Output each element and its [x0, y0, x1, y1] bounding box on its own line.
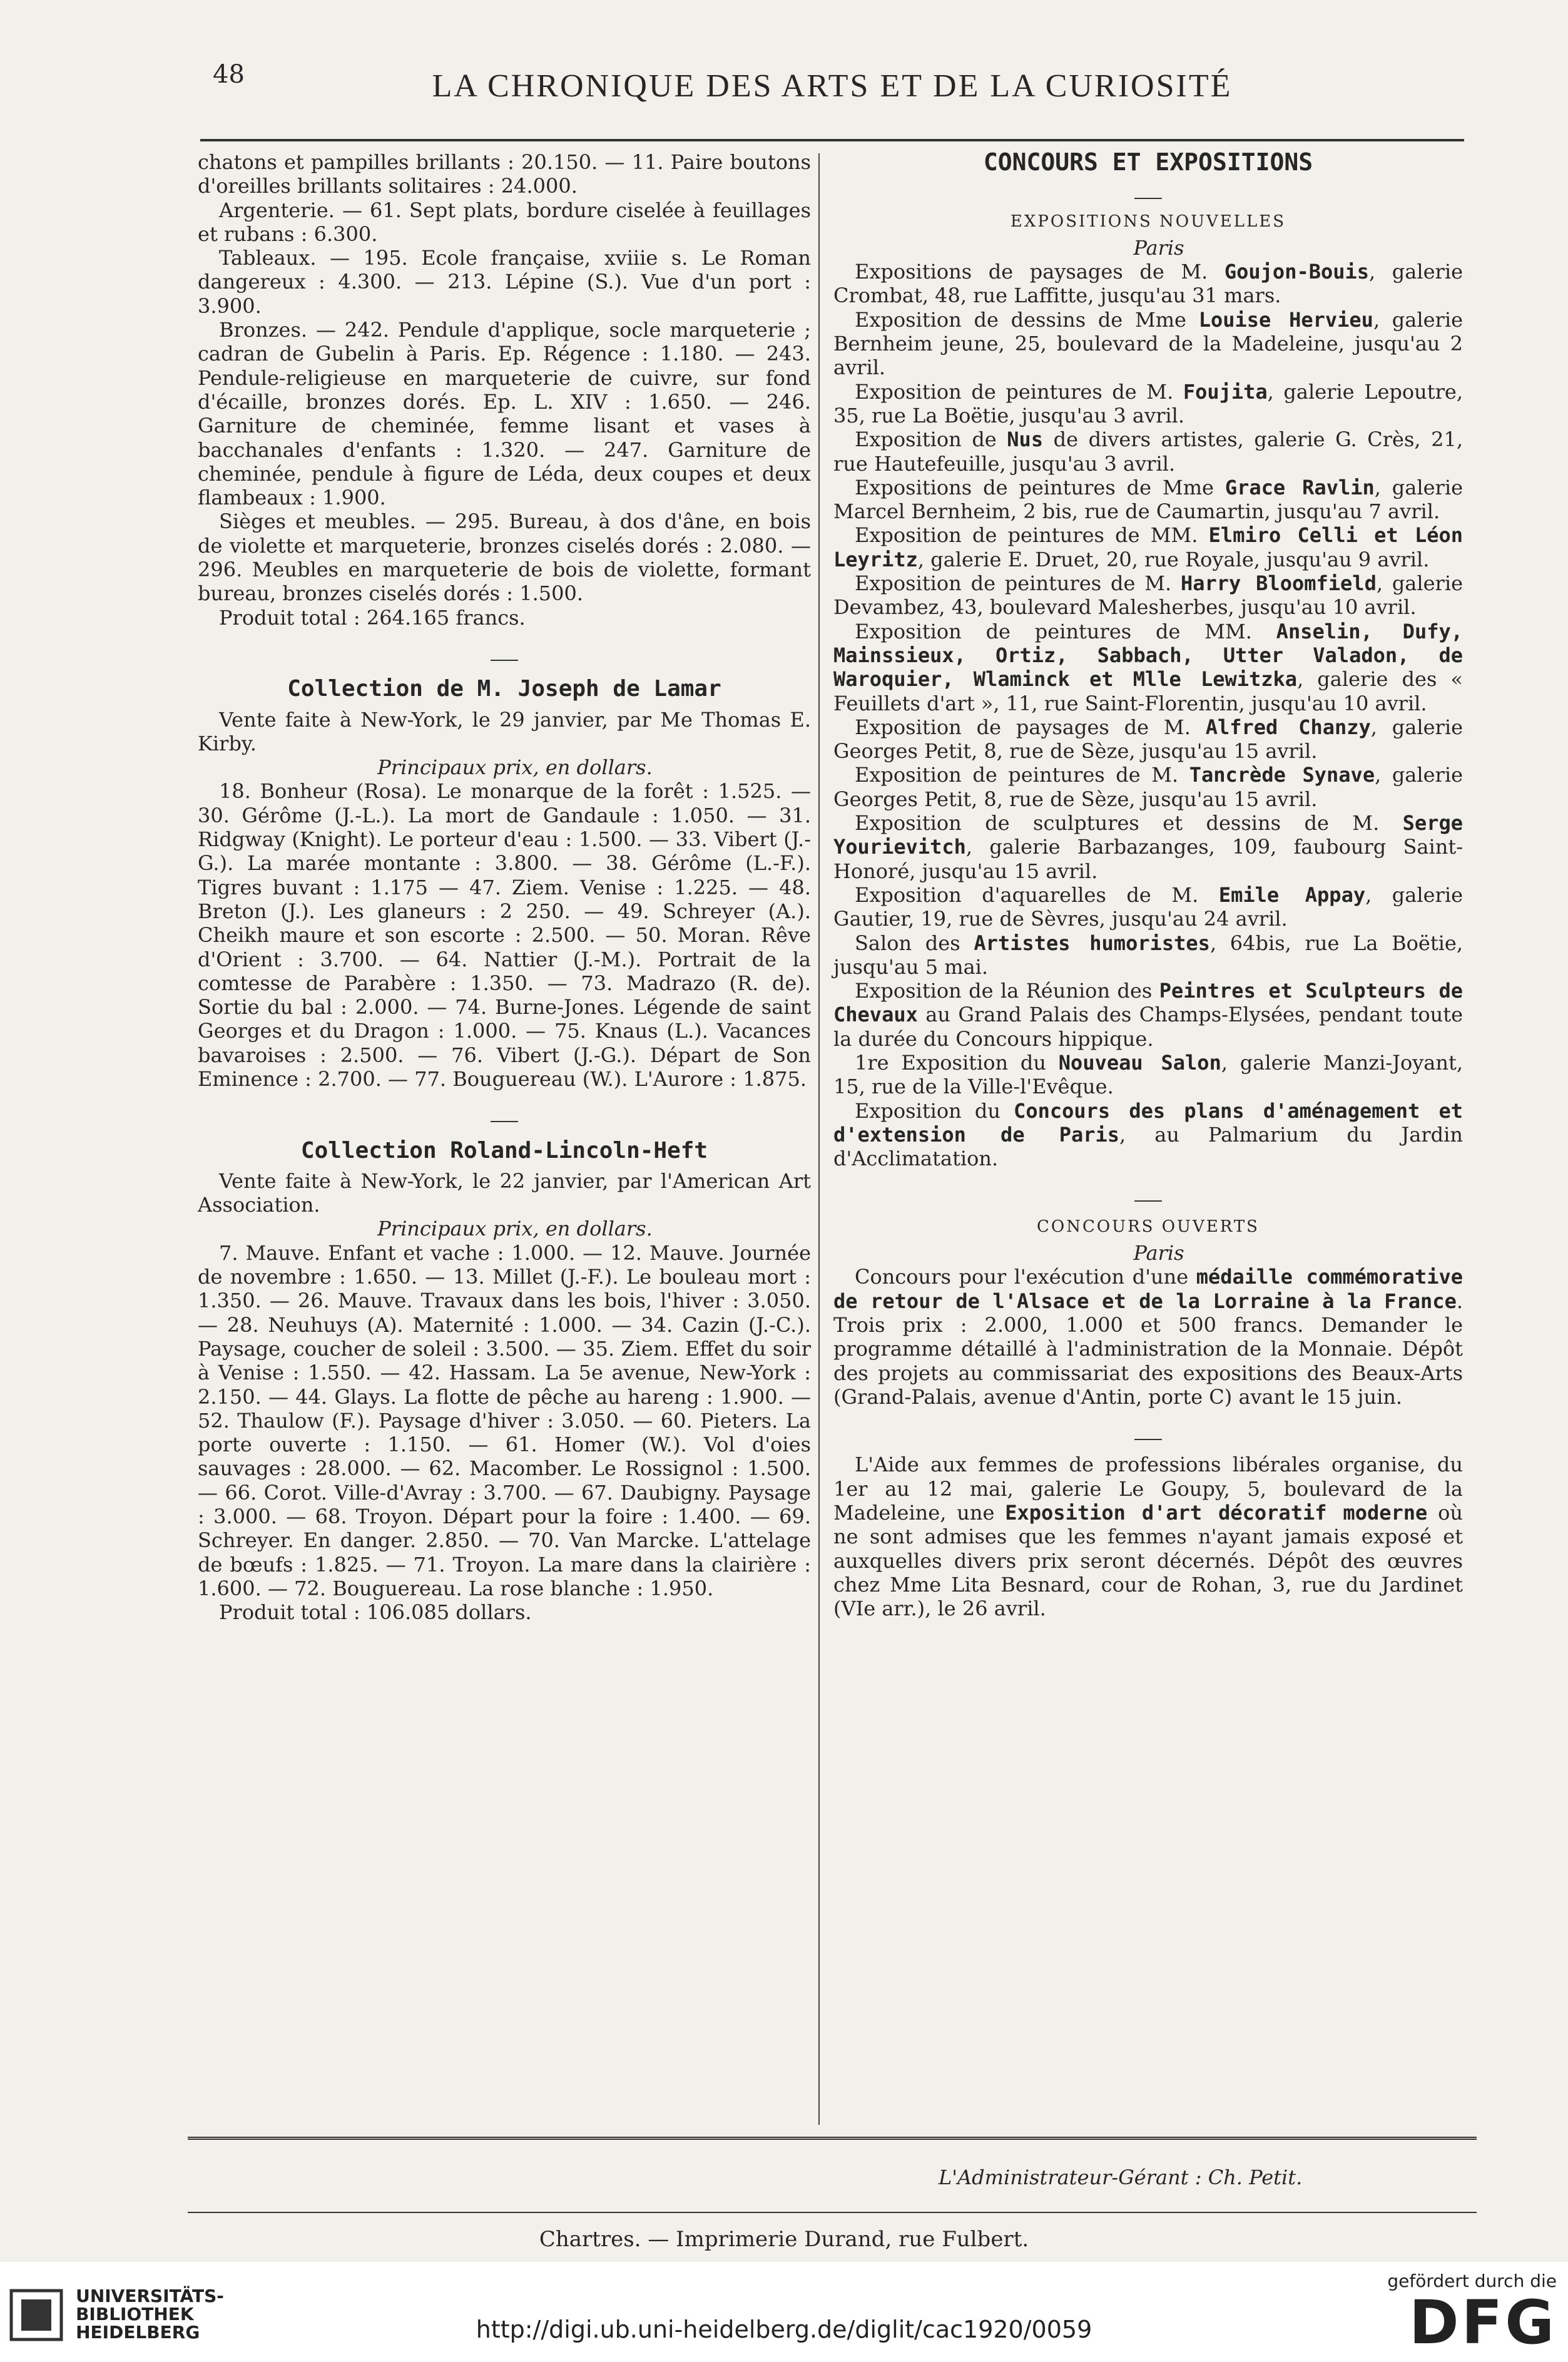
exhibitor-name: Louise Hervieu [1198, 307, 1373, 332]
exhibition-entry: Expositions de paysages de M. Goujon-Bouis, galerie Crombat, 48, rue Laffitte, jusqu'au 31 mars. [833, 260, 1463, 308]
exhibition-entry: 1re Exposition du Nouveau Salon, galerie Manzi-Joyant, 15, rue de la Ville-l'Evêque. [833, 1050, 1464, 1099]
exhibitor-name: Goujon-Bouis [1224, 260, 1370, 284]
imprint-rule [188, 2212, 1477, 2213]
subsection-heading: EXPOSITIONS NOUVELLES [1010, 212, 1286, 231]
exhibition-entry: Exposition de Nus de divers artistes, galerie G. Crès, 21, rue Hautefeuille, jusqu'au 3 avril. [833, 427, 1464, 476]
dfg-wordmark: DFG [1408, 2288, 1557, 2358]
sale-subheading: Principaux prix, en dollars. [377, 755, 653, 780]
exhibitor-name: Artistes humoristes [974, 931, 1210, 955]
library-name: UNIVERSITÄTS- BIBLIOTHEK HEIDELBERG [76, 2286, 224, 2343]
exhibition-entry: Exposition de peintures de MM. Anselin, Dufy, Mainssieux, Ortiz, Sabbach, Utter Valadon, de Waroquier, Wlaminck et Mlle Lewitzka, galerie des « Feuillets d'art », 11, rue Saint-Florentin, jusqu'au 10 avril. [833, 619, 1464, 715]
separator-dash [833, 180, 1463, 204]
dfg-logo [1387, 2271, 1557, 2358]
running-header [200, 30, 1464, 111]
exhibition-entry: Salon des Artistes humoristes, 64bis, rue La Boëtie, jusqu'au 5 mai. [833, 931, 1464, 979]
exhibition-entry: Exposition de la Réunion des Peintres et Sculpteurs de Chevaux au Grand Palais des Champs-Elysées, pendant toute la durée du Concours hippique. [833, 979, 1464, 1051]
exhibition-entry: Exposition de peintures de MM. Elmiro Celli et Léon Leyritz, galerie E. Druet, 20, rue Royale, jusqu'au 9 avril. [833, 523, 1464, 571]
digitization-footer [0, 2262, 1568, 2362]
exhibition-entry: Exposition du Concours des plans d'aménagement et d'extension de Paris, au Palmarium du Jardin d'Acclimatation. [833, 1098, 1463, 1171]
exhibition-entry: Exposition de peintures de M. Tancrède Synave, galerie Georges Petit, 8, rue de Sèze, jusqu'au 15 avril. [833, 763, 1464, 811]
exhibition-entry: Exposition de peintures de M. Harry Bloomfield, galerie Devambez, 43, boulevard Malesherbes, jusqu'au 10 avril. [833, 571, 1464, 620]
city-heading: Paris [1133, 1241, 1184, 1265]
paragraph-total: Produit total : 264.165 francs. [219, 605, 526, 630]
page-number: 48 [213, 60, 245, 89]
subsection-heading: CONCOURS OUVERTS [1037, 1217, 1260, 1236]
exhibitor-name: Alfred Chanzy [1205, 715, 1371, 739]
paragraph: Argenterie. — 61. Sept plats, bordure ciselée à feuillages et rubans : 6.300. [198, 198, 811, 246]
exhibitor-name: Elmiro Celli et Léon Leyritz [833, 523, 1464, 571]
sale-subheading: Principaux prix, en dollars. [377, 1217, 653, 1241]
aide-entry: L'Aide aux femmes de professions libérales organise, du 1er au 12 mai, galerie Le Goupy, 5, boulevard de la Madeleine, une Exposition d'art décoratif moderne où ne sont admises que les femmes n'ayant jamais exposé et auxquelles divers prix seront décernés. Dépôt des œuvres chez Mme Lita Besnard, cour de Rohan, 3, rue du Jardinet (VIe arr.), le 26 avril. [833, 1453, 1463, 1621]
exhibitor-name: Anselin, Dufy, Mainssieux, Ortiz, Sabbach, Utter Valadon, de Waroquier, Wlaminck et Mlle Lewitzka [833, 619, 1464, 692]
header-rule [200, 139, 1464, 141]
sale-intro: Vente faite à New-York, le 29 janvier, par Me Thomas E. Kirby. [198, 707, 811, 755]
separator-dash [198, 642, 811, 666]
source-url[interactable]: http://digi.ub.uni-heidelberg.de/diglit/cac1920/0059 [476, 2316, 1092, 2343]
paragraph: Bronzes. — 242. Pendule d'applique, socle marqueterie ; cadran de Gubelin à Paris. Ep. Régence : 1.180. — 243. Pendule-religieuse en marqueterie de cuivre, sur fond d'écaille, bronzes dorés. Ep. L. XIV : 1.650. — 246. Garniture de cheminée, femme lisant et vases à bacchanales d'enfants : 1.320. — 247. Garniture de cheminée, pendule à figure de Léda, deux coupes et deux flambeaux : 1.900. [198, 318, 811, 510]
sale-prices: 7. Mauve. Enfant et vache : 1.000. — 12. Mauve. Journée de novembre : 1.650. — 13. Millet (J.-F.). Le bouleau mort : 1.350. — 26. Mauve. Travaux dans les bois, l'hiver : 3.050. — 28. Neuhuys (A). Maternité : 1.000. — 34. Cazin (J.-C.). Paysage, coucher de soleil : 3.500. — 35. Ziem. Effet du soir à Venise : 1.550. — 42. Hassam. La 5e avenue, New-York : 2.150. — 44. Glays. La flotte de pêche au hareng : 1.900. — 52. Thaulow (F.). Paysage d'hiver : 3.050. — 60. Pieters. La porte ouverte : 1.150. — 61. Homer (W.). Vol d'oies sauvages : 28.000. — 62. Macomber. Le Rossignol : 1.500. — 66. Corot. Ville-d'Avray : 3.700. — 67. Daubigny. Paysage : 3.000. — 68. Troyon. Départ pour la foire : 1.400. — 69. Schreyer. En danger. 2.850. — 70. Van Marcke. L'attelage de bœufs : 1.825. — 71. Troyon. La mare dans la clairière : 1.600. — 72. Bouguereau. La rose blanche : 1.950. [198, 1240, 811, 1600]
concours-entry: Concours pour l'exécution d'une médaille commémorative de retour de l'Alsace et de la Lorraine à la France. Trois prix : 2.000, 1.000 et 500 francs. Demander le programme détaillé à l'administration de la Monnaie. Dépôt des projets au commissariat des expositions des Beaux-Arts (Grand-Palais, avenue d'Antin, porte C) avant le 15 juin. [833, 1265, 1464, 1409]
funded-by-text: gefördert durch die [1387, 2271, 1557, 2291]
paragraph: chatons et pampilles brillants : 20.150. — 11. Paire boutons d'oreilles brillants solitaires : 24.000. [198, 150, 811, 198]
exhibitor-name: Emile Appay [1218, 882, 1366, 907]
sale-intro: Vente faite à New-York, le 22 janvier, par l'American Art Association. [198, 1168, 811, 1217]
exhibitor-name: Concours des plans d'aménagement et d'extension de Paris [833, 1098, 1463, 1147]
exhibition-entry: Exposition de paysages de M. Alfred Chanzy, galerie Georges Petit, 8, rue de Sèze, jusqu'au 15 avril. [833, 715, 1463, 764]
paragraph: Tableaux. — 195. Ecole française, xviiie s. Le Roman dangereux : 4.300. — 213. Lépine (S.). Vue d'un port : 3.900. [198, 246, 811, 318]
sale-prices: 18. Bonheur (Rosa). Le monarque de la forêt : 1.525. — 30. Gérôme (J.-L.). La mort de Gandaule : 1.050. — 31. Ridgway (Knight). Le porteur d'eau : 1.500. — 33. Vibert (J.-G.). La marée montante : 3.800. — 38. Gérôme (L.-F.). Tigres buvant : 1.175 — 47. Ziem. Venise : 1.225. — 48. Breton (J.). Les glaneurs : 2 250. — 49. Schreyer (A.). Cheikh maure et son escorte : 2.500. — 50. Moran. Rêve d'Orient : 3.700. — 64. Nattier (J.-M.). Portrait de la comtesse de Parabère : 1.350. — 73. Madrazo (R. de). Sortie du bal : 2.000. — 74. Burne-Jones. Légende de saint Georges et du Dragon : 1.000. — 75. Knaus (L.). Vacances bavaroises : 2.500. — 76. Vibert (J.-G.). Départ de Son Eminence : 2.700. — 77. Bouguereau (W.). L'Aurore : 1.875. [198, 779, 811, 1091]
printer-imprint: Chartres. — Imprimerie Durand, rue Fulbert. [539, 2227, 1029, 2252]
exhibition-entry: Exposition d'aquarelles de M. Emile Appay, galerie Gautier, 19, rue de Sèvres, jusqu'au 24 avril. [833, 882, 1464, 931]
bottom-rule [188, 2137, 1477, 2142]
exhibitor-name: Nouveau Salon [1058, 1050, 1221, 1075]
paragraph: Sièges et meubles. — 295. Bureau, à dos d'âne, en bois de violette et marqueterie, bronzes ciselés dorés : 2.080. — 296. Meubles en marqueterie de bois de violette, formant bureau, bronzes ciselés dorés : 1.500. [198, 509, 811, 606]
exhibition-entry: Exposition de sculptures et dessins de M. Serge Yourievitch, galerie Barbazanges, 109, faubourg Saint-Honoré, jusqu'au 15 avril. [833, 811, 1463, 883]
exhibitor-name: Tancrède Synave [1189, 763, 1375, 787]
exhibition-list [833, 260, 1463, 1170]
exhibitor-name: Grace Ravlin [1224, 475, 1375, 499]
exhibition-entry: Exposition de peintures de M. Foujita, galerie Lepoutre, 35, rue La Boëtie, jusqu'au 3 avril. [833, 379, 1464, 427]
exhibition-entry: Exposition de dessins de Mme Louise Hervieu, galerie Bernheim jeune, 25, boulevard de la Madeleine, jusqu'au 2 avril. [833, 307, 1464, 380]
separator-dash [198, 1103, 811, 1127]
section-heading-roland: Collection Roland-Lincoln-Heft [300, 1137, 708, 1163]
sale-total: Produit total : 106.085 dollars. [219, 1600, 532, 1625]
exhibitor-name: Nus [1007, 427, 1044, 452]
exhibition-entry: Expositions de peintures de Mme Grace Ravlin, galerie Marcel Bernheim, 2 bis, rue de Caumartin, jusqu'au 7 avril. [833, 475, 1463, 524]
section-heading-lamar: Collection de M. Joseph de Lamar [287, 676, 721, 702]
section-heading-concours: CONCOURS ET EXPOSITIONS [983, 148, 1313, 176]
separator-dash [833, 1421, 1463, 1445]
right-column [812, 150, 1463, 1621]
city-heading: Paris [1133, 235, 1184, 260]
separator-dash [833, 1183, 1463, 1207]
exhibitor-name: Foujita [1183, 379, 1268, 404]
exhibitor-name: Peintres et Sculpteurs de Chevaux [833, 979, 1464, 1027]
left-column [198, 150, 811, 1625]
journal-title: LA CHRONIQUE DES ARTS ET DE LA CURIOSITÉ [432, 68, 1233, 104]
exhibitor-name: Harry Bloomfield [1180, 571, 1377, 596]
exhibitor-name: Serge Yourievitch [833, 811, 1463, 859]
gerant-line: L'Administrateur-Gérant : Ch. Petit. [939, 2165, 1303, 2189]
